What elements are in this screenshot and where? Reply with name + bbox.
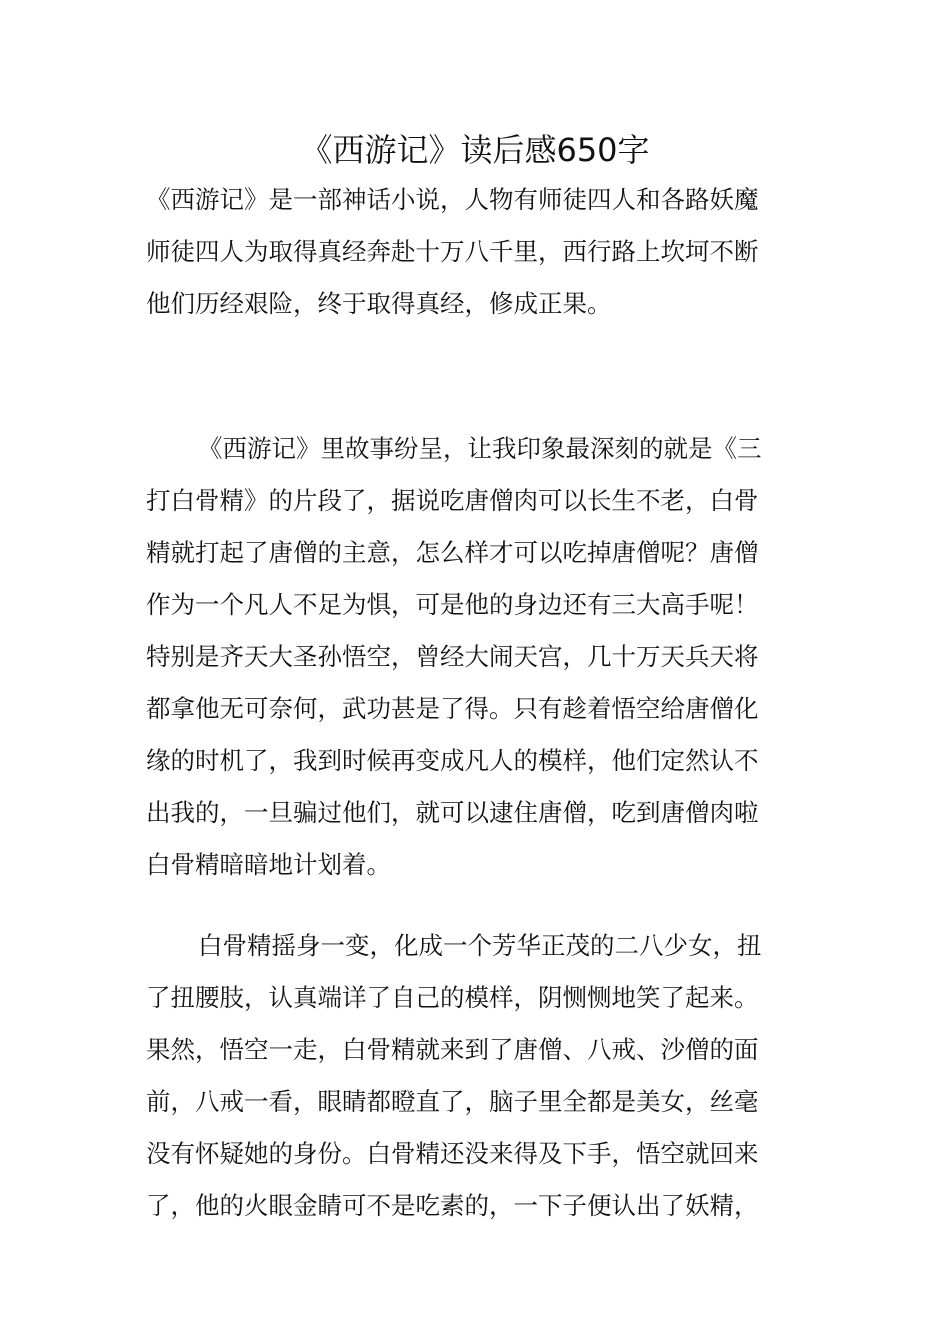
text-line: 打白骨精》的片段了，据说吃唐僧肉可以长生不老，白骨 xyxy=(146,486,759,515)
text-line: 他们历经艰险，终于取得真经，修成正果。 xyxy=(146,289,612,318)
text-line: 《西游记》是一部神话小说，人物有师徒四人和各路妖魔 xyxy=(146,185,759,214)
text-line: 了，他的火眼金睛可不是吃素的，一下子便认出了妖精， xyxy=(146,1191,759,1220)
text-line: 果然，悟空一走，白骨精就来到了唐僧、八戒、沙僧的面 xyxy=(146,1035,759,1064)
text-line: 作为一个凡人不足为惧，可是他的身边还有三大高手呢！ xyxy=(146,590,759,619)
text-line: 出我的，一旦骗过他们，就可以逮住唐僧，吃到唐僧肉啦 xyxy=(146,798,759,827)
paragraph-transformation xyxy=(146,920,810,1232)
document-title: 《西游记》读后感650字 xyxy=(300,131,650,169)
text-line: 白骨精暗暗地计划着。 xyxy=(146,850,391,879)
text-line: 缘的时机了，我到时候再变成凡人的模样，他们定然认不 xyxy=(146,746,759,775)
text-line: 特别是齐天大圣孙悟空，曾经大闹天宫，几十万天兵天将 xyxy=(146,642,759,671)
text-line: 都拿他无可奈何，武功甚是了得。只有趁着悟空给唐僧化 xyxy=(146,694,759,723)
text-line: 白骨精摇身一变，化成一个芳华正茂的二八少女，扭 xyxy=(198,931,762,960)
text-line: 《西游记》里故事纷呈，让我印象最深刻的就是《三 xyxy=(198,434,762,463)
paragraph-intro xyxy=(146,174,810,330)
text-line: 没有怀疑她的身份。白骨精还没来得及下手，悟空就回来 xyxy=(146,1139,759,1168)
text-line: 前，八戒一看，眼睛都瞪直了，脑子里全都是美女，丝毫 xyxy=(146,1087,759,1116)
text-line: 精就打起了唐僧的主意，怎么样才可以吃掉唐僧呢？唐僧 xyxy=(146,538,759,567)
paragraph-white-bone-plan xyxy=(146,423,810,891)
text-line: 师徒四人为取得真经奔赴十万八千里，西行路上坎坷不断 xyxy=(146,237,759,266)
text-line: 了扭腰肢，认真端详了自己的模样，阴恻恻地笑了起来。 xyxy=(146,983,759,1012)
